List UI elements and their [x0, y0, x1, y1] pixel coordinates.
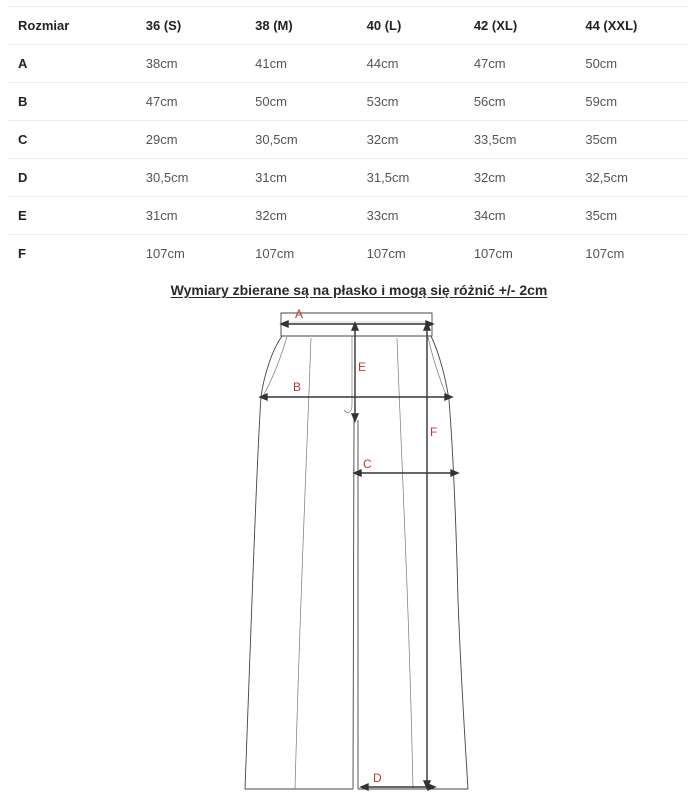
row-label-c: C	[8, 121, 136, 159]
table-cell: 33cm	[357, 197, 464, 235]
table-cell: 30,5cm	[245, 121, 357, 159]
row-label-b: B	[8, 83, 136, 121]
row-label-d: D	[8, 159, 136, 197]
table-cell: 47cm	[464, 45, 576, 83]
table-cell: 50cm	[575, 45, 688, 83]
table-cell: 35cm	[575, 121, 688, 159]
row-label-a: A	[8, 45, 136, 83]
header-40-l: 40 (L)	[357, 7, 464, 45]
table-cell: 32,5cm	[575, 159, 688, 197]
table-cell: 31cm	[136, 197, 245, 235]
table-cell: 107cm	[357, 235, 464, 273]
table-cell: 47cm	[136, 83, 245, 121]
table-cell: 32cm	[245, 197, 357, 235]
table-cell: 35cm	[575, 197, 688, 235]
table-cell: 32cm	[357, 121, 464, 159]
label-c: C	[363, 457, 372, 471]
table-cell: 107cm	[464, 235, 576, 273]
table-cell: 38cm	[136, 45, 245, 83]
label-a: A	[295, 307, 304, 321]
table-cell: 31cm	[245, 159, 357, 197]
label-f: F	[430, 425, 438, 439]
table-cell: 33,5cm	[464, 121, 576, 159]
table-cell: 41cm	[245, 45, 357, 83]
measurement-note: Wymiary zbierane są na płasko i mogą się różnić +/- 2cm	[170, 282, 548, 298]
table-cell: 107cm	[136, 235, 245, 273]
header-size: Rozmiar	[8, 7, 136, 45]
table-cell: 56cm	[464, 83, 576, 121]
table-cell: 50cm	[245, 83, 357, 121]
label-b: B	[293, 380, 302, 394]
trousers-outline	[245, 313, 468, 789]
table-cell: 31,5cm	[357, 159, 464, 197]
row-label-f: F	[8, 235, 136, 273]
header-36-s: 36 (S)	[136, 7, 245, 45]
measurement-lines	[260, 321, 458, 790]
table-cell: 59cm	[575, 83, 688, 121]
table-cell: 107cm	[575, 235, 688, 273]
table-cell: 44cm	[357, 45, 464, 83]
table-cell: 53cm	[357, 83, 464, 121]
label-d: D	[373, 771, 382, 785]
label-e: E	[358, 360, 367, 374]
header-42-xl: 42 (XL)	[464, 7, 576, 45]
table-cell: 29cm	[136, 121, 245, 159]
table-cell: 30,5cm	[136, 159, 245, 197]
header-44-xxl: 44 (XXL)	[575, 7, 688, 45]
header-38-m: 38 (M)	[245, 7, 357, 45]
table-cell: 32cm	[464, 159, 576, 197]
table-cell: 107cm	[245, 235, 357, 273]
table-cell: 34cm	[464, 197, 576, 235]
row-label-e: E	[8, 197, 136, 235]
